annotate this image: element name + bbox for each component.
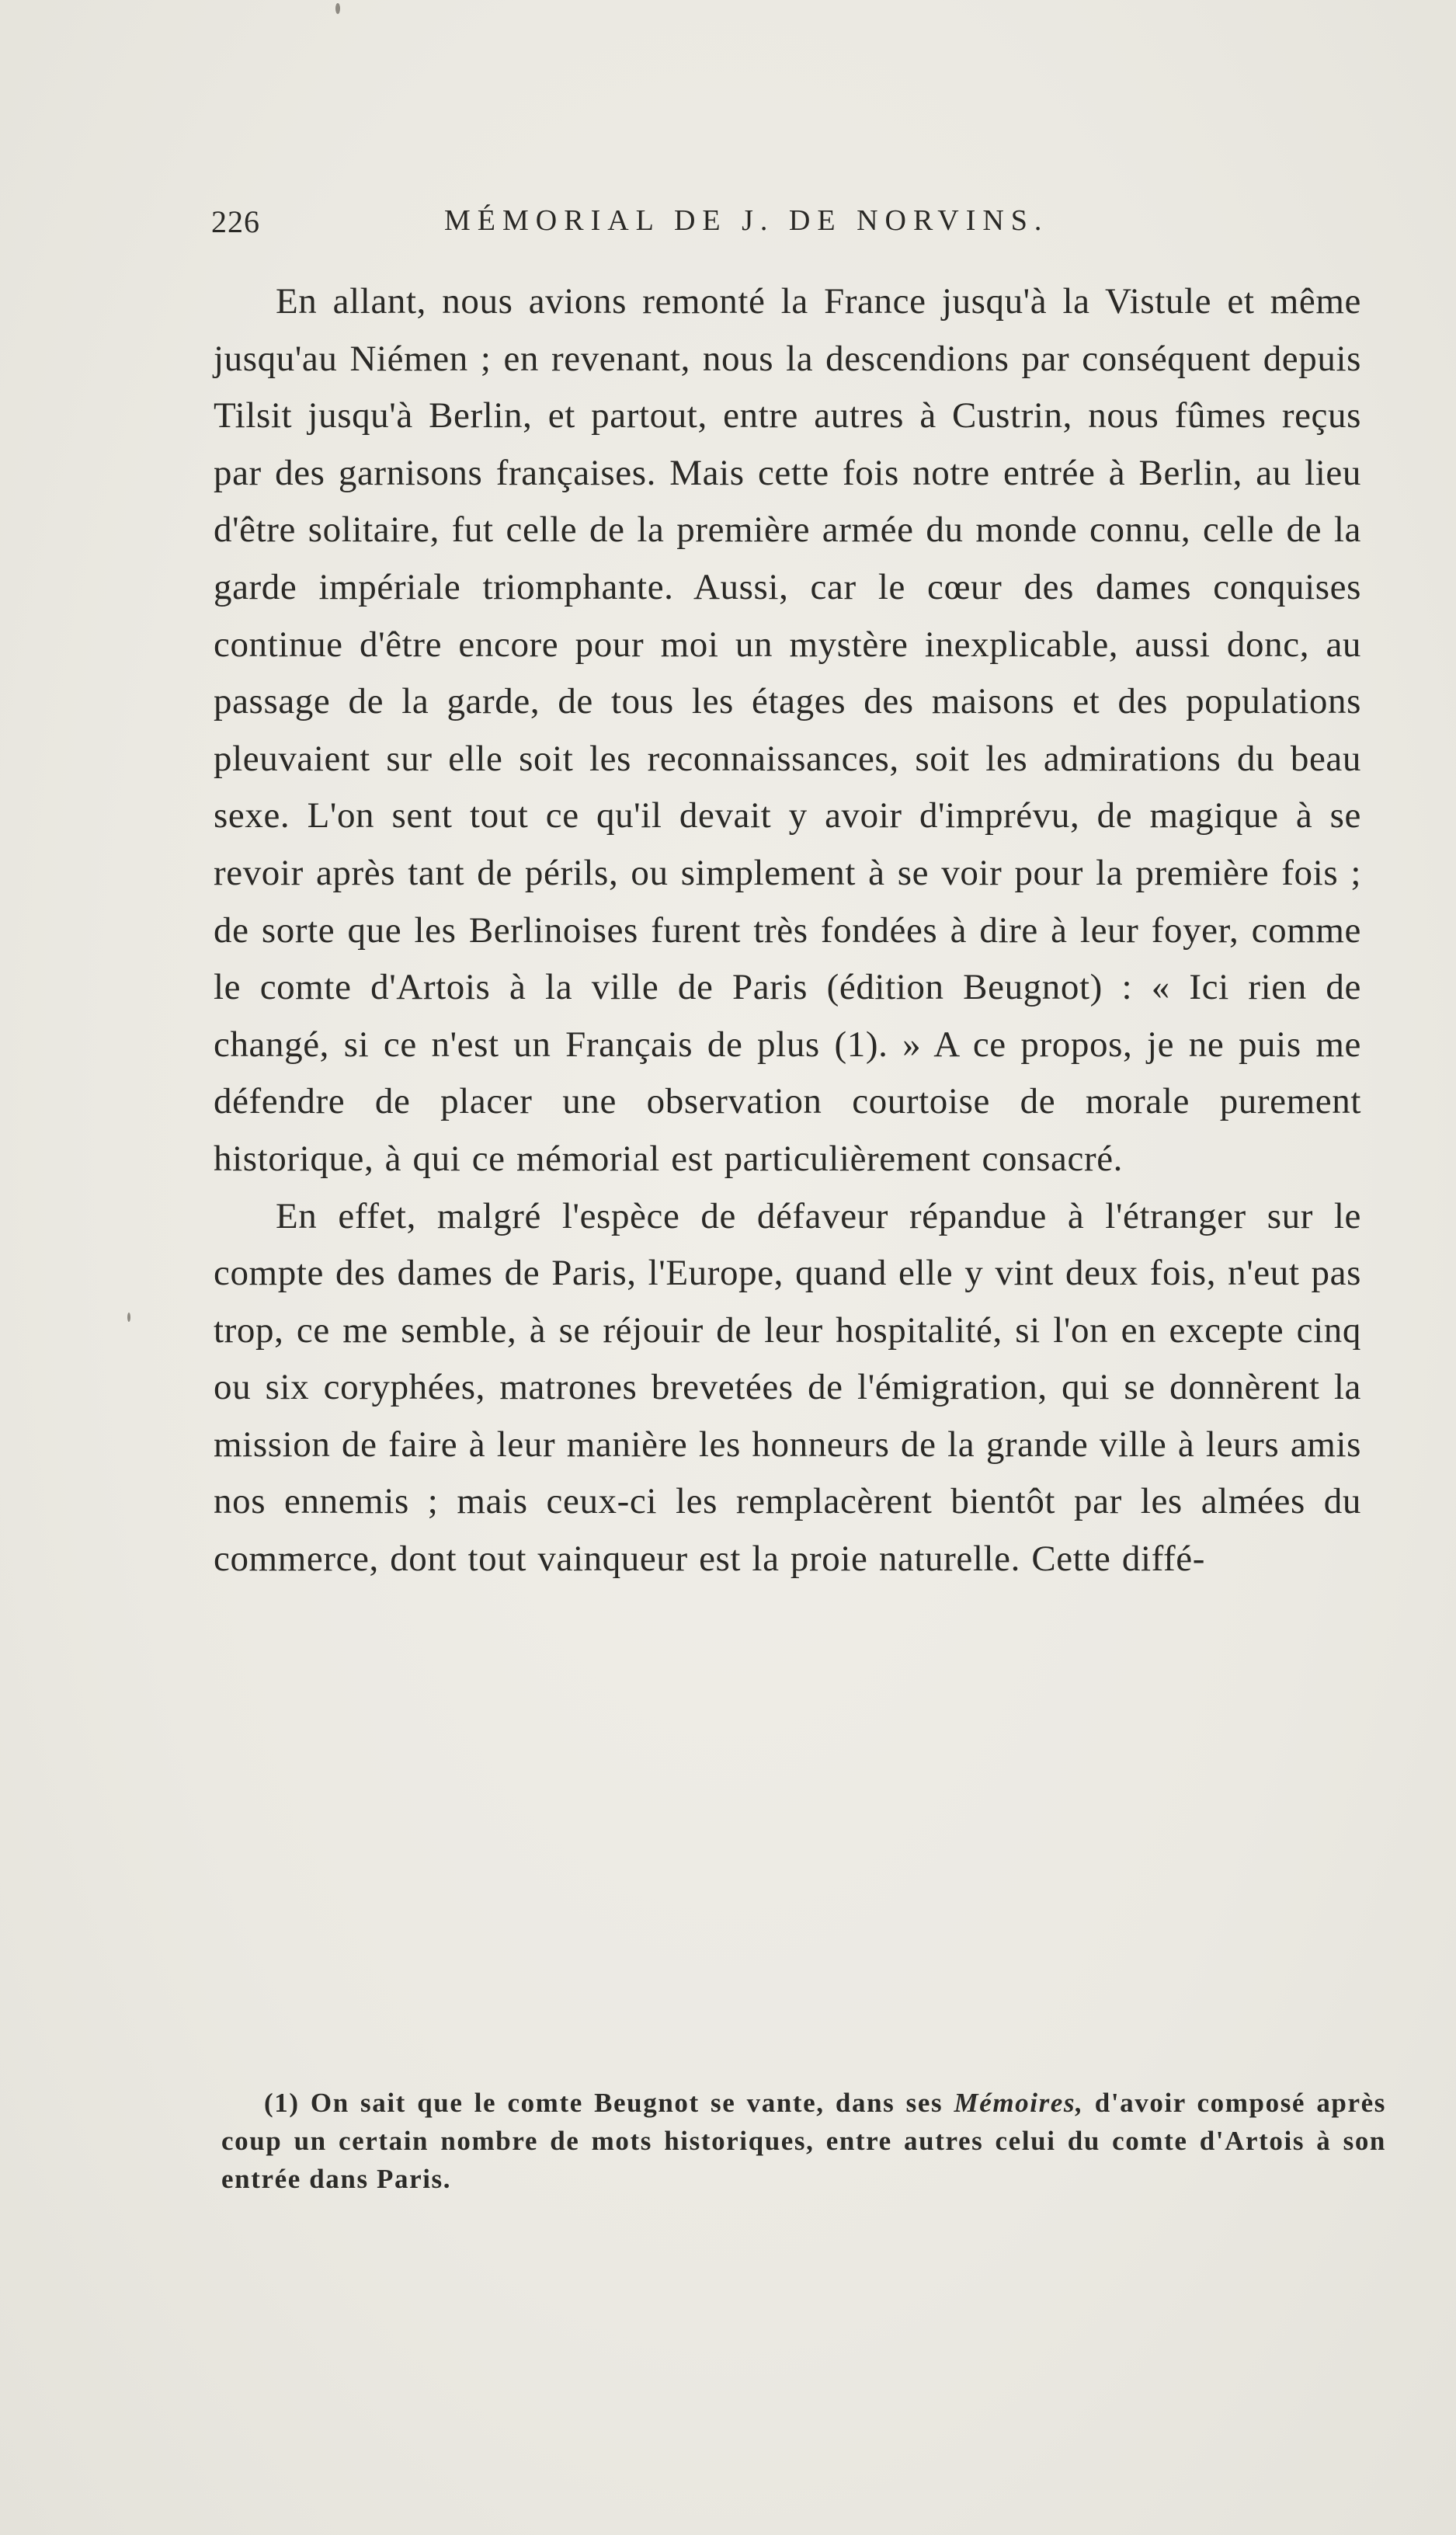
footnotes [221, 2084, 1386, 2198]
footnote [221, 2084, 1386, 2198]
running-title: MÉMORIAL DE J. DE NORVINS. [444, 204, 1049, 237]
footnote-italic-title: Mémoires, [954, 2088, 1084, 2118]
page-header [211, 203, 1221, 258]
footnote-marker: (1) [264, 2088, 300, 2118]
main-text [214, 273, 1361, 1588]
footnote-text-after: d'avoir composé après coup un certain nombre de mots historiques, entre autres celui du comte d'Artois à son entrée dans Paris. [221, 2088, 1386, 2194]
paper-speck [127, 1313, 130, 1322]
paragraph: En effet, malgré l'espèce de défaveur répandue à l'étranger sur le compte des dames de Paris, l'Europe, quand elle y vint deux fois, n'eut pas trop, ce me semble, à se réjouir de leur hospitalité, si l'on en excepte cinq ou six coryphées, matrones brevetées de l'émigration, qui se donnèrent la mission de faire à leur manière les honneurs de la grande ville à leurs amis nos ennemis ; mais ceux-ci les remplacèrent bientôt par les almées du commerce, dont tout vainqueur est la proie naturelle. Cette diffé- [214, 1195, 1361, 1580]
footnote-text-before: On sait que le comte Beugnot se vante, dans ses [310, 2088, 943, 2118]
paragraph: En allant, nous avions remonté la France jusqu'à la Vistule et même jusqu'au Niémen ; en revenant, nous la descendions par conséquent depuis Tilsit jusqu'à Berlin, et partout, entre autres à Custrin, nous fûmes reçus par des garnisons françaises. Mais cette fois notre entrée à Berlin, au lieu d'être solitaire, fut celle de la première armée du monde connu, celle de la garde impériale triomphante. Aussi, car le cœur des dames conquises continue d'être encore pour moi un mystère inexplicable, aussi donc, au passage de la garde, de tous les étages des maisons et des populations pleuvaient sur elle soit les reconnaissances, soit les admirations du beau sexe. L'on sent tout ce qu'il devait y avoir d'imprévu, de magique à se revoir après tant de périls, ou simplement à se voir pour la première fois ; de sorte que les Berlinoises furent très fondées à dire à leur foyer, comme le comte d'Artois à la ville de Paris (édition Beugnot) : « Ici rien de changé, si ce n'est un Français de plus (1). » A ce propos, je ne puis me défendre de placer une observation courtoise de morale purement historique, à qui ce mémorial est particulièrement consacré. [214, 281, 1361, 1179]
page-number: 226 [211, 204, 260, 239]
paper-speck [335, 3, 340, 14]
